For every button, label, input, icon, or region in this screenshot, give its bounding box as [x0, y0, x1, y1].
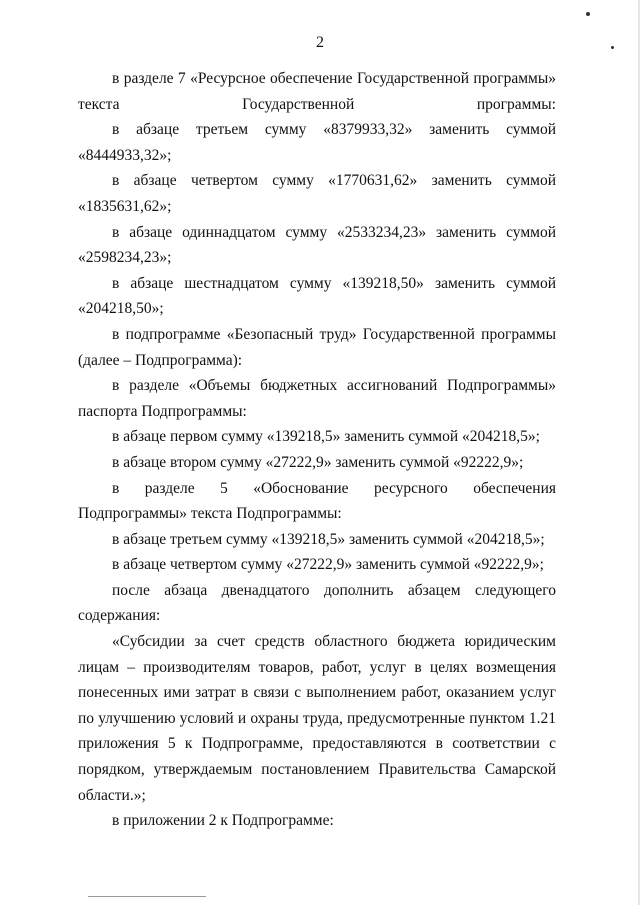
- paragraph-subprogram: в подпрограмме «Безопасный труд» Государственной программы (далее – Подпрограмма):: [78, 325, 556, 369]
- paragraph-amendment: в абзаце третьем сумму «8379933,32» заменить суммой «8444933,32»;: [78, 121, 556, 164]
- paragraph-passport-section: в разделе «Объемы бюджетных ассигнований Подпрограммы» паспорта Подпрограммы:: [78, 377, 556, 420]
- paragraph-appendix: в приложении 2 к Подпрограмме:: [112, 812, 334, 830]
- document-body: [78, 66, 556, 834]
- paragraph-section-5: в разделе 5 «Обоснование ресурсного обеспечения Подпрограммы» текста Подпрограммы:: [78, 479, 556, 523]
- paragraph-amendment: в абзаце втором сумму «27222,9» заменить суммой «92222,9»;: [112, 453, 524, 471]
- paragraph-amendment: в абзаце четвертом сумму «1770631,62» заменить суммой «1835631,62»;: [78, 172, 556, 215]
- paragraph-amendment: в абзаце первом сумму «139218,5» заменить суммой «204218,5»;: [112, 428, 540, 446]
- paragraph-section-7: в разделе 7 «Ресурсное обеспечение Государственной программы» текста Государственной программы:: [78, 70, 556, 113]
- paragraph-addition: после абзаца двенадцатого дополнить абзацем следующего содержания:: [78, 581, 556, 625]
- footer-rule: [88, 896, 206, 897]
- paragraph-quoted-text: «Субсидии за счет средств областного бюджета юридическим лицам – производителям товаров, работ, услуг в целях возмещения понесенных ими затрат в связи с выполнением работ, оказанием услуг по улучшению условий и охраны труда, предусмотренные пунктом 1.21 приложения 5 к Подпрограмме, предоставляются в соответствии с порядком, утверждаемым постановлением Правительства Самарской области.»;: [78, 633, 556, 804]
- paragraph-amendment: в абзаце третьем сумму «139218,5» заменить суммой «204218,5»;: [112, 530, 545, 548]
- paragraph-amendment: в абзаце шестнадцатом сумму «139218,50» заменить суммой «204218,50»;: [78, 274, 556, 318]
- paragraph-amendment: в абзаце одиннадцатом сумму «2533234,23» заменить суммой «2598234,23»;: [78, 223, 556, 267]
- scan-speck-top: [586, 12, 590, 16]
- page-number: 2: [316, 34, 324, 51]
- paragraph-amendment: в абзаце четвертом сумму «27222,9» заменить суммой «92222,9»;: [112, 556, 544, 574]
